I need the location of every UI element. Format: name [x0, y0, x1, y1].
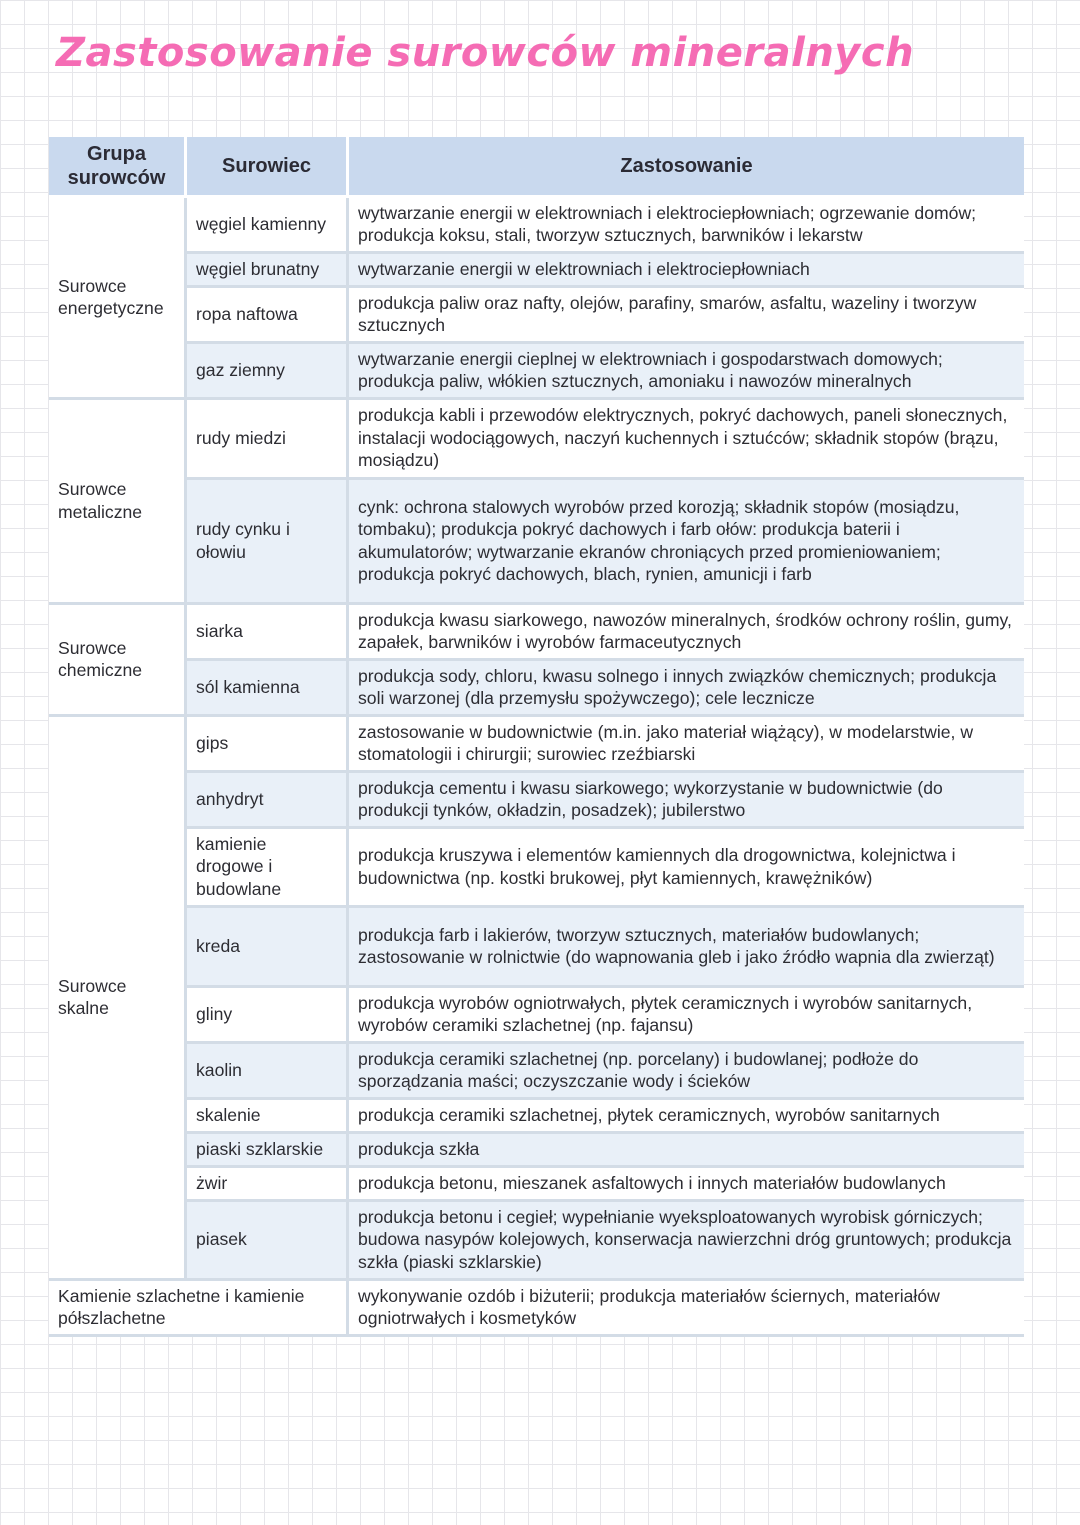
table-row — [49, 661, 1024, 717]
material-cell: gliny — [187, 988, 349, 1044]
material-cell: kamienie drogowe i budowlane — [187, 829, 349, 908]
use-cell: produkcja ceramiki szlachetnej, płytek ceramicznych, wyrobów sanitarnych — [349, 1100, 1024, 1134]
material-cell: kreda — [187, 908, 349, 988]
page-title: Zastosowanie surowców mineralnych — [56, 30, 915, 76]
material-cell: kaolin — [187, 1044, 349, 1100]
header-group: Grupa surowców — [49, 137, 187, 198]
table-row — [49, 1202, 1024, 1281]
use-cell: produkcja wyrobów ogniotrwałych, płytek ceramicznych i wyrobów sanitarnych, wyrobów ceramiki szlachetnej (np. fajansu) — [349, 988, 1024, 1044]
material-cell: piasek — [187, 1202, 349, 1281]
material-cell: gips — [187, 717, 349, 773]
table-row — [49, 1168, 1024, 1202]
table-row — [49, 480, 1024, 605]
table-row — [49, 1044, 1024, 1100]
material-cell: sól kamienna — [187, 661, 349, 717]
use-cell: cynk: ochrona stalowych wyrobów przed korozją; składnik stopów (mosiądzu, tombaku); produkcja pokryć dachowych i farb ołów: produkcja baterii i akumulatorów; wytwarzanie ekranów chroniących przed promieniowaniem; produkcja pokryć dachowych, blach, rynien, amunicji i farb — [349, 480, 1024, 605]
material-cell: węgiel kamienny — [187, 198, 349, 254]
use-cell: wykonywanie ozdób i biżuterii; produkcja materiałów ściernych, materiałów ogniotrwałych i kosmetyków — [349, 1281, 1024, 1337]
header-use: Zastosowanie — [349, 137, 1024, 198]
table-row — [49, 1134, 1024, 1168]
table-row — [49, 717, 1024, 773]
group-gems: Kamienie szlachetne i kamienie półszlachetne — [49, 1281, 349, 1337]
table-row — [49, 908, 1024, 988]
use-cell: produkcja kruszywa i elementów kamiennych dla drogownictwa, kolejnictwa i budownictwa (np. kostki brukowej, płyt kamiennych, krawężników) — [349, 829, 1024, 908]
material-cell: anhydryt — [187, 773, 349, 829]
use-cell: produkcja kabli i przewodów elektrycznych, pokryć dachowych, paneli słonecznych, instalacji wodociągowych, naczyń kuchennych i sztućców; składnik stopów (brązu, mosiądzu) — [349, 400, 1024, 480]
table-row — [49, 773, 1024, 829]
use-cell: produkcja szkła — [349, 1134, 1024, 1168]
material-cell: gaz ziemny — [187, 344, 349, 400]
material-cell: rudy miedzi — [187, 400, 349, 480]
use-cell: zastosowanie w budownictwie (m.in. jako materiał wiążący), w modelarstwie, w stomatologii i chirurgii; surowiec rzeźbiarski — [349, 717, 1024, 773]
minerals-table-container — [49, 137, 1024, 1337]
table-row — [49, 1100, 1024, 1134]
material-cell: węgiel brunatny — [187, 254, 349, 288]
group-energy: Surowce energetyczne — [49, 198, 187, 400]
use-cell: produkcja ceramiki szlachetnej (np. porcelany) i budowlanej; podłoże do sporządzania maści; oczyszczanie wody i ścieków — [349, 1044, 1024, 1100]
use-cell: produkcja sody, chloru, kwasu solnego i innych związków chemicznych; produkcja soli warzonej (dla przemysłu spożywczego); cele lecznicze — [349, 661, 1024, 717]
use-cell: produkcja farb i lakierów, tworzyw sztucznych, materiałów budowlanych; zastosowanie w rolnictwie (do wapnowania gleb i jako źródło wapnia dla zwierząt) — [349, 908, 1024, 988]
material-cell: piaski szklarskie — [187, 1134, 349, 1168]
table-row — [49, 344, 1024, 400]
header-material: Surowiec — [187, 137, 349, 198]
group-rock: Surowce skalne — [49, 717, 187, 1281]
use-cell: produkcja betonu, mieszanek asfaltowych i innych materiałów budowlanych — [349, 1168, 1024, 1202]
use-cell: produkcja cementu i kwasu siarkowego; wykorzystanie w budownictwie (do produkcji tynków, okładzin, posadzek); jubilerstwo — [349, 773, 1024, 829]
material-cell: skalenie — [187, 1100, 349, 1134]
table-row — [49, 254, 1024, 288]
material-cell: rudy cynku i ołowiu — [187, 480, 349, 605]
table-row — [49, 288, 1024, 344]
use-cell: wytwarzanie energii w elektrowniach i elektrociepłowniach — [349, 254, 1024, 288]
group-metal: Surowce metaliczne — [49, 400, 187, 605]
use-cell: wytwarzanie energii w elektrowniach i elektrociepłowniach; ogrzewanie domów; produkcja koksu, stali, tworzyw sztucznych, barwników i lekarstw — [349, 198, 1024, 254]
use-cell: produkcja betonu i cegieł; wypełnianie wyeksploatowanych wyrobisk górniczych; budowa nasypów kolejowych, konserwacja nawierzchni dróg gruntowych; produkcja szkła (piaski szklarskie) — [349, 1202, 1024, 1281]
table-row — [49, 400, 1024, 480]
table-header-row — [49, 137, 1024, 198]
material-cell: siarka — [187, 605, 349, 661]
use-cell: wytwarzanie energii cieplnej w elektrowniach i gospodarstwach domowych; produkcja paliw, włókien sztucznych, amoniaku i nawozów mineralnych — [349, 344, 1024, 400]
table-row — [49, 1281, 1024, 1337]
use-cell: produkcja paliw oraz nafty, olejów, parafiny, smarów, asfaltu, wazeliny i tworzyw sztucznych — [349, 288, 1024, 344]
minerals-table — [49, 137, 1024, 1337]
material-cell: ropa naftowa — [187, 288, 349, 344]
group-chemical: Surowce chemiczne — [49, 605, 187, 717]
table-row — [49, 988, 1024, 1044]
table-row — [49, 829, 1024, 908]
table-row — [49, 198, 1024, 254]
use-cell: produkcja kwasu siarkowego, nawozów mineralnych, środków ochrony roślin, gumy, zapałek, barwników i wyrobów farmaceutycznych — [349, 605, 1024, 661]
material-cell: żwir — [187, 1168, 349, 1202]
table-row — [49, 605, 1024, 661]
